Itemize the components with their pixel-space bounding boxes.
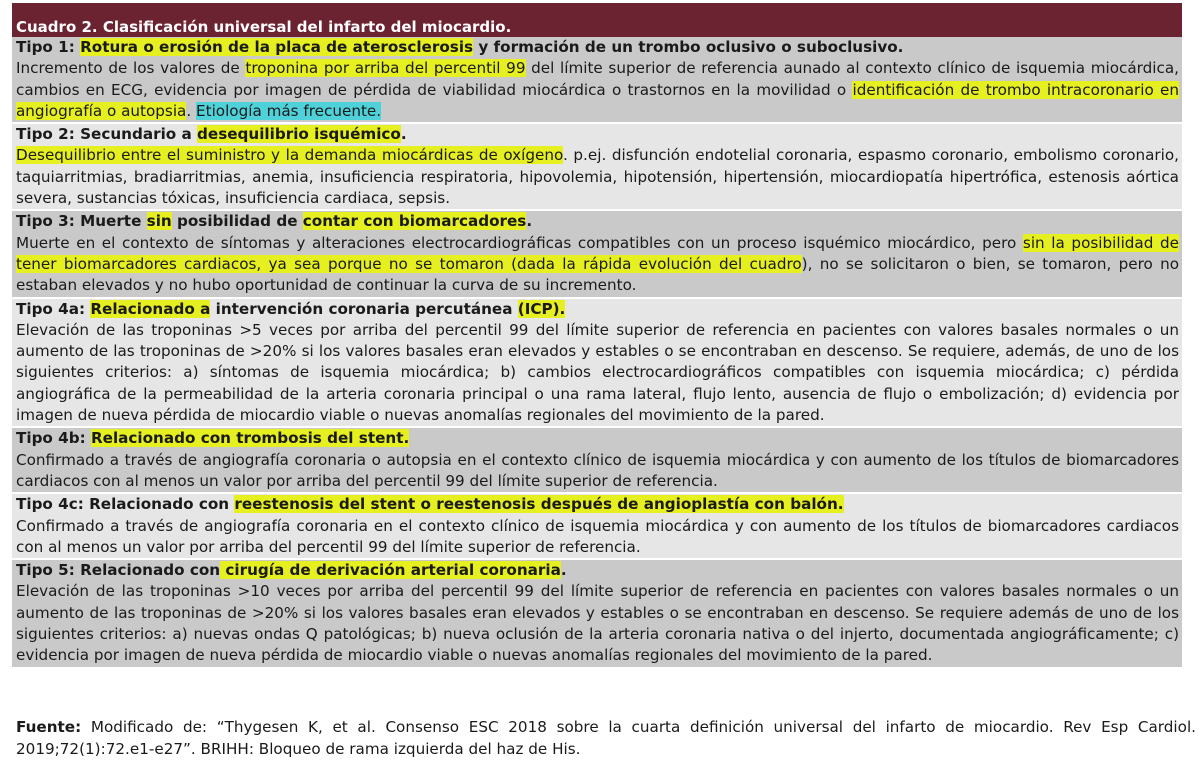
highlight: troponina por arriba del percentil 99	[245, 59, 526, 78]
row-title: Tipo 2: Secundario a desequilibrio isquémico.	[16, 125, 407, 144]
classification-table	[12, 3, 1182, 669]
source-footnote	[16, 717, 1196, 760]
highlight: cirugía de derivación arterial coronaria	[220, 561, 561, 580]
highlight: contar con biomarcadores	[302, 212, 527, 231]
row-title: Tipo 3: Muerte sin posibilidad de contar con biomarcadores.	[16, 212, 533, 231]
highlight: (ICP).	[517, 299, 566, 318]
row-body: Incremento de los valores de troponina por arriba del percentil 99 del límite superior de referencia aunado al contexto clínico de isquemia miocárdica, cambios en ECG, evidencia por imagen de pérdida de viabilidad miocárdica o trastornos en la movilidad o identificación de trombo intracoronario en angiografía o autopsia. Etiología más frecuente.	[16, 59, 1179, 120]
row-tipo-5	[12, 560, 1182, 668]
row-tipo-2	[12, 124, 1182, 211]
footnote-label: Fuente:	[16, 718, 82, 736]
row-body: Confirmado a través de angiografía coronaria o autopsia en el contexto clínico de isquemia miocárdica y con aumento de los títulos de biomarcadores cardiacos con al menos un valor por arriba del percentil 99 del límite superior de referencia.	[16, 450, 1179, 490]
highlight: desequilibrio isquémico	[197, 125, 401, 144]
highlight: Relacionado a	[90, 299, 211, 318]
row-body: Muerte en el contexto de síntomas y alteraciones electrocardiográficas compatibles con un proceso isquémico miocárdico, pero sin la posibilidad de tener biomarcadores cardiacos, ya sea porque no se tomaron (dada la rápida evolución del cuadro), no se solicitaron o bien, se tomaron, pero no estaban elevados y no hubo oportunidad de continuar la curva de su incremento.	[16, 233, 1179, 295]
row-title: Tipo 4b: Relacionado con trombosis del stent.	[16, 429, 410, 448]
table-title: Cuadro 2. Clasificación universal del infarto del miocardio.	[12, 3, 1182, 37]
highlight: Rotura o erosión de la placa de aterosclerosis	[80, 38, 474, 56]
footnote-text: Modificado de: “Thygesen K, et al. Consenso ESC 2018 sobre la cuarta definición universal del infarto de miocardio. Rev Esp Cardiol. 2019;72(1):72.e1-e27”. BRIHH: Bloqueo de rama izquierda del haz de His.	[16, 718, 1196, 758]
row-title: Tipo 1: Rotura o erosión de la placa de aterosclerosis y formación de un trombo oclusivo o suboclusivo.	[16, 38, 904, 56]
highlight: identificación de trombo intracoronario en angiografía o autopsia	[16, 80, 1179, 120]
highlight: Relacionado con trombosis del stent.	[90, 429, 410, 448]
highlight-cyan: Etiología más frecuente.	[196, 101, 382, 120]
row-tipo-4c	[12, 494, 1182, 560]
row-title: Tipo 5: Relacionado con cirugía de derivación arterial coronaria.	[16, 561, 567, 580]
row-title: Tipo 4a: Relacionado a intervención coronaria percutánea (ICP).	[16, 299, 566, 318]
highlight: sin la posibilidad de tener biomarcadores cardiacos, ya sea porque no se tomaron (dada la rápida evolución del cuadro	[16, 233, 1179, 273]
highlight: reestenosis del stent o reestenosis después de angioplastía con balón.	[234, 495, 844, 514]
highlight: Desequilibrio entre el suministro y la demanda miocárdicas de oxígeno	[16, 146, 564, 165]
row-body: Elevación de las troponinas >10 veces por arriba del percentil 99 del límite superior de referencia en pacientes con valores basales normales o un aumento de las troponinas de >20% si los valores basales eran elevados y estables o se encontraban en descenso. Se requiere además de uno de los siguientes criterios: a) nuevas ondas Q patológicas; b) nueva oclusión de la arteria coronaria nativa o del injerto, documentada angiográficamente; c) evidencia por imagen de nueva pérdida de miocardio viable o nuevas anomalías regionales del movimiento de la pared.	[16, 582, 1179, 665]
row-title: Tipo 4c: Relacionado con reestenosis del stent o reestenosis después de angioplastía con balón.	[16, 495, 844, 514]
highlight: sin	[146, 212, 172, 231]
row-tipo-4a	[12, 299, 1182, 429]
row-tipo-3	[12, 211, 1182, 298]
row-body: Desequilibrio entre el suministro y la demanda miocárdicas de oxígeno. p.ej. disfunción endotelial coronaria, espasmo coronario, embolismo coronario, taquiarritmias, bradiarritmias, anemia, insuficiencia respiratoria, hipovolemia, hipotensión, hipertensión, miocardiopatía hipertrófica, estenosis aórtica severa, sustancias tóxicas, insuficiencia cardiaca, sepsis.	[16, 146, 1180, 208]
row-body: Elevación de las troponinas >5 veces por arriba del percentil 99 del límite superior de referencia en pacientes con valores basales normales o un aumento de las troponinas de >20% si los valores basales eran elevados y estables o se encontraban en descenso. Se requiere, además, de uno de los siguientes criterios: a) síntomas de isquemia miocárdica; b) cambios electrocardiográficos compatibles con isquemia miocárdica; c) pérdida angiográfica de la permeabilidad de la arteria coronaria principal o una rama lateral, flujo lento, ausencia de flujo o embolización; d) evidencia por imagen de nueva pérdida de miocardio viable o nuevas anomalías regionales del movimiento de la pared.	[16, 320, 1179, 425]
row-tipo-4b	[12, 428, 1182, 494]
row-body: Confirmado a través de angiografía coronaria en el contexto clínico de isquemia miocárdica y con aumento de los títulos de biomarcadores cardiacos con al menos un valor por arriba del percentil 99 del límite superior de referencia.	[16, 516, 1179, 556]
row-tipo-1	[12, 37, 1182, 124]
